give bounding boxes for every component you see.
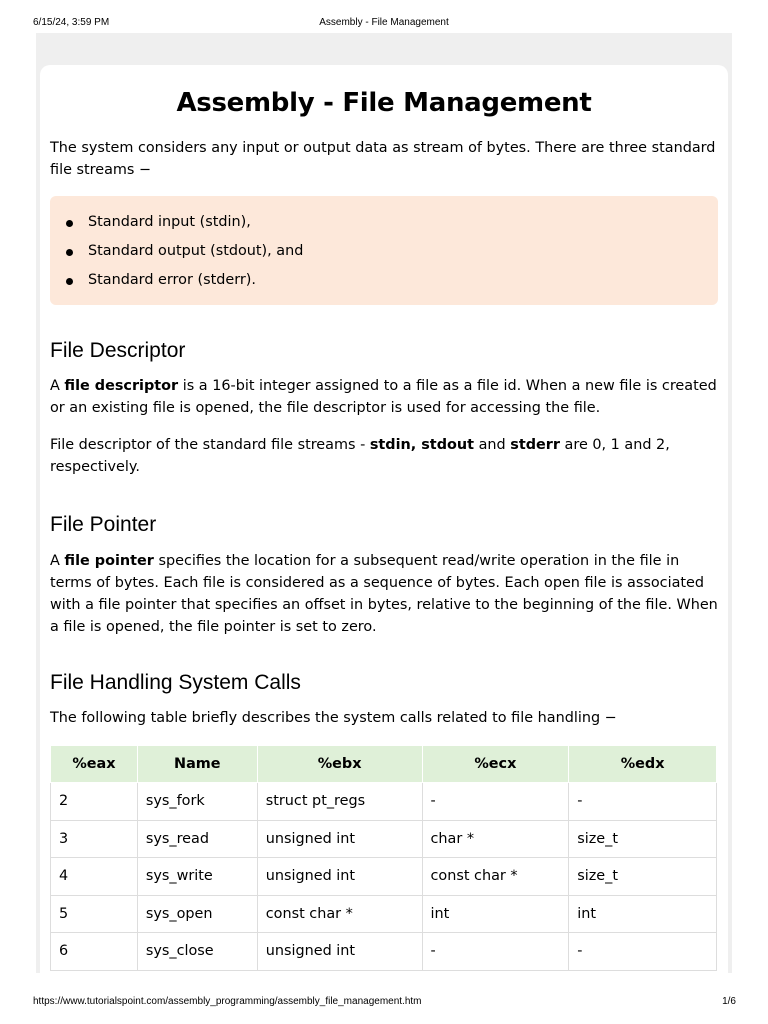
table-row [51, 858, 717, 896]
table-cell: const char * [257, 895, 422, 933]
table-cell: size_t [569, 820, 717, 858]
print-header [0, 0, 768, 34]
section-heading-file-pointer: File Pointer [50, 513, 157, 536]
table-cell: int [422, 895, 569, 933]
file-descriptor-term: file descriptor [64, 378, 179, 394]
system-calls-intro: The following table briefly describes the system calls related to file handling − [50, 710, 617, 726]
page-number: 1/6 [722, 996, 736, 1007]
table-cell: char * [422, 820, 569, 858]
table-cell: - [569, 783, 717, 821]
table-cell: unsigned int [257, 933, 422, 971]
table-cell: - [422, 783, 569, 821]
table-row [51, 933, 717, 971]
table-cell: 4 [51, 858, 138, 896]
print-date: 6/15/24, 3:59 PM [33, 17, 110, 28]
print-url: https://www.tutorialspoint.com/assembly_programming/assembly_file_management.htm [33, 996, 422, 1007]
table-cell: - [569, 933, 717, 971]
streams-list [50, 196, 718, 305]
list-item: Standard output (stdout), and [50, 237, 718, 266]
table-cell: sys_close [137, 933, 257, 971]
print-footer [0, 990, 768, 1024]
table-cell: struct pt_regs [257, 783, 422, 821]
page-background [36, 33, 732, 973]
file-descriptor-paragraph: A file descriptor is a 16-bit integer assigned to a file as a file id. When a new file is created or an existing file is opened, the file descriptor is used for accessing the file. [50, 378, 717, 416]
table-cell: - [422, 933, 569, 971]
table-row [51, 820, 717, 858]
system-calls-table [50, 745, 717, 971]
table-cell: sys_open [137, 895, 257, 933]
table-cell: sys_write [137, 858, 257, 896]
table-row [51, 895, 717, 933]
table-header-row [51, 746, 717, 783]
table-cell: 6 [51, 933, 138, 971]
list-item: Standard input (stdin), [50, 208, 718, 237]
table-cell: 5 [51, 895, 138, 933]
table-cell: unsigned int [257, 858, 422, 896]
table-row [51, 783, 717, 821]
print-title: Assembly - File Management [319, 17, 449, 28]
table-cell: unsigned int [257, 820, 422, 858]
section-heading-file-descriptor: File Descriptor [50, 339, 186, 362]
table-cell: sys_read [137, 820, 257, 858]
file-pointer-term: file pointer [64, 553, 154, 569]
table-cell: const char * [422, 858, 569, 896]
page-title: Assembly - File Management [176, 88, 592, 118]
table-cell: sys_fork [137, 783, 257, 821]
standard-streams-paragraph: File descriptor of the standard file streams - stdin, stdout and stderr are 0, 1 and 2, respectively. [50, 437, 670, 475]
table-cell: size_t [569, 858, 717, 896]
column-header: %ecx [422, 746, 569, 783]
file-pointer-paragraph: A file pointer specifies the location for a subsequent read/write operation in the file in terms of bytes. Each file is considered as a sequence of bytes. Each open file is associated with a file pointer that specifies an offset in bytes, relative to the beginning of the file. When a file is opened, the file pointer is set to zero. [50, 553, 718, 635]
intro-paragraph: The system considers any input or output data as stream of bytes. There are three standard file streams − [50, 140, 716, 178]
article-card [40, 65, 728, 973]
column-header: %edx [569, 746, 717, 783]
table-cell: 3 [51, 820, 138, 858]
table-cell: 2 [51, 783, 138, 821]
column-header: Name [137, 746, 257, 783]
list-item: Standard error (stderr). [50, 266, 718, 295]
column-header: %ebx [257, 746, 422, 783]
table-cell: int [569, 895, 717, 933]
section-heading-system-calls: File Handling System Calls [50, 671, 301, 694]
column-header: %eax [51, 746, 138, 783]
